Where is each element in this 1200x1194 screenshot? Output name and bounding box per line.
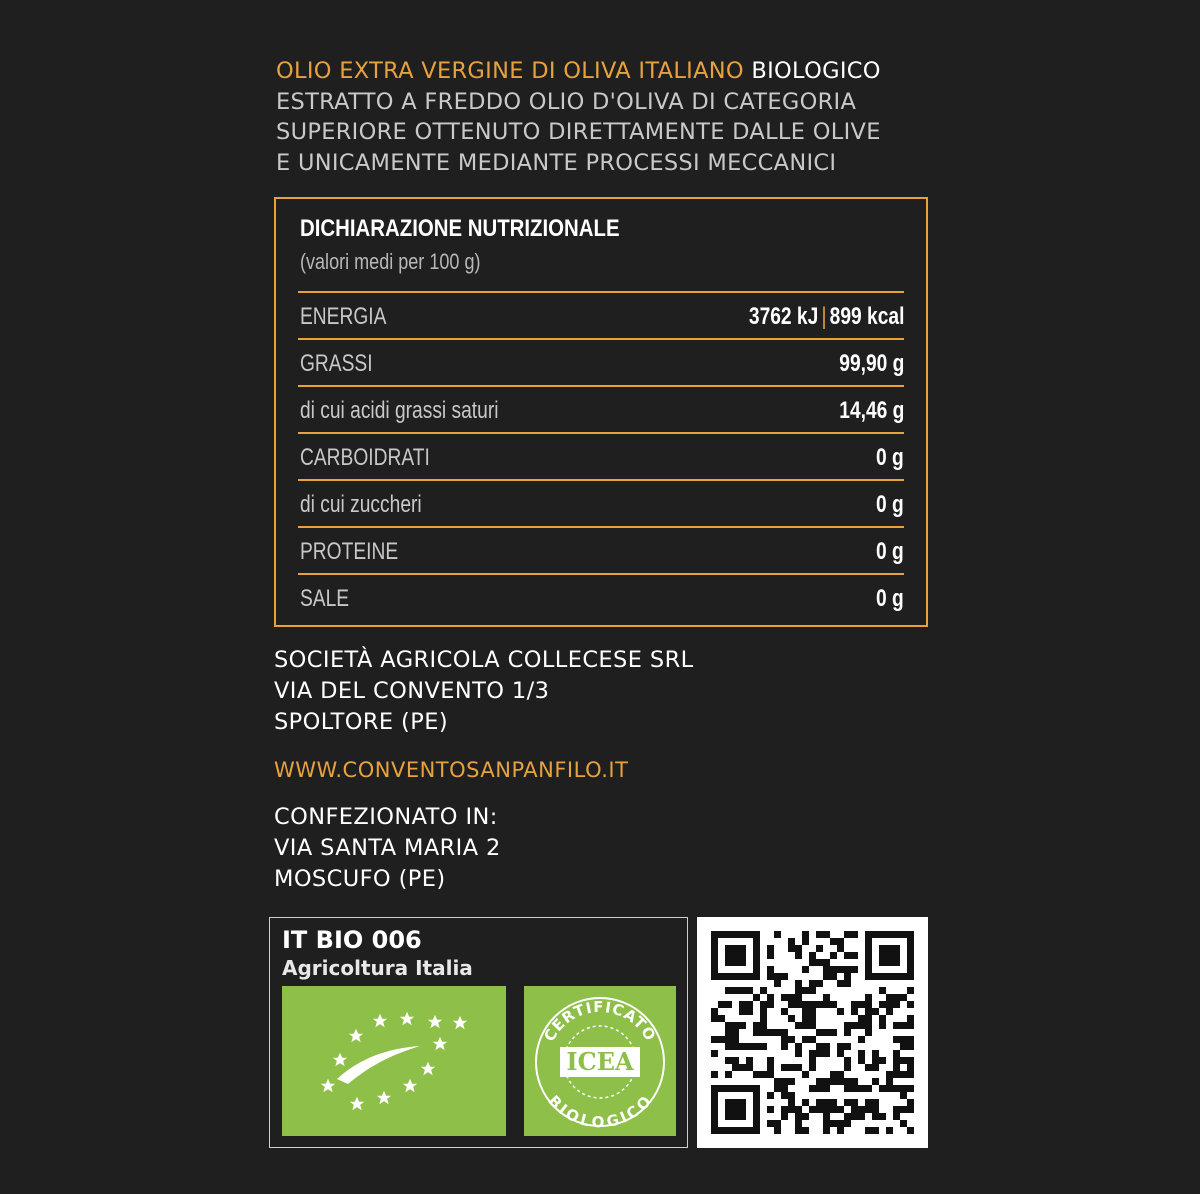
organic-certification [269, 917, 688, 1148]
nutrition-row [298, 479, 904, 526]
company-name: SOCIETÀ AGRICOLA COLLECESE SRL [274, 647, 694, 673]
product-title [276, 56, 936, 87]
svg-text:CERTIFICATO [540, 998, 660, 1045]
icea-mid-text: ICEA [566, 1047, 634, 1076]
nutrition-row-energy [298, 291, 904, 338]
packed-city: MOSCUFO (PE) [274, 866, 446, 892]
icea-certified-organic-icon [524, 986, 676, 1136]
nutrition-label: CARBOIDRATI [300, 444, 430, 471]
nutrition-row [298, 385, 904, 432]
nutrition-value: 0 g [876, 538, 904, 565]
nutrition-value: 14,46 g [838, 397, 904, 424]
qr-code[interactable] [697, 917, 928, 1148]
nutrition-value: 99,90 g [838, 350, 904, 377]
icea-seal-icon [524, 986, 676, 1136]
nutrition-row [298, 573, 904, 620]
energy-separator: | [821, 303, 827, 330]
qr-code-icon [697, 917, 928, 1148]
nutrition-label: di cui acidi grassi saturi [300, 397, 499, 424]
website-link[interactable]: WWW.CONVENTOSANPANFILO.IT [274, 758, 629, 782]
product-title-orange: OLIO EXTRA VERGINE DI OLIVA ITALIANO [276, 58, 744, 84]
nutrition-value: 0 g [876, 491, 904, 518]
company-address [274, 645, 694, 738]
packed-label: CONFEZIONATO IN: [274, 804, 498, 830]
packing-address [274, 802, 501, 895]
nutrition-label: PROTEINE [300, 538, 399, 565]
product-description [276, 56, 936, 178]
company-city: SPOLTORE (PE) [274, 709, 448, 735]
certification-code: IT BIO 006 [282, 926, 422, 954]
nutrition-value: 0 g [876, 444, 904, 471]
nutrition-value [748, 303, 904, 331]
nutrition-label: ENERGIA [300, 303, 387, 330]
nutrition-label: di cui zuccheri [300, 491, 422, 518]
icea-bottom-text: BIOLOGICO [544, 1091, 656, 1132]
nutrition-value: 0 g [876, 585, 904, 612]
nutrition-label: SALE [300, 585, 350, 612]
eu-leaf-stars-icon [282, 986, 506, 1136]
description-line-3: E UNICAMENTE MEDIANTE PROCESSI MECCANICI [276, 149, 837, 176]
energy-kj: 3762 kJ [748, 303, 818, 330]
packed-street: VIA SANTA MARIA 2 [274, 835, 501, 861]
nutrition-label: GRASSI [300, 350, 373, 377]
nutrition-row [298, 526, 904, 573]
icea-top-text: CERTIFICATO [540, 997, 660, 1045]
product-title-organic: BIOLOGICO [751, 58, 881, 84]
nutrition-row [298, 338, 904, 385]
description-line-1: ESTRATTO A FREDDO OLIO D'OLIVA DI CATEGORIA [276, 88, 857, 115]
nutrition-table [274, 197, 928, 627]
nutrition-subtitle: (valori medi per 100 g) [300, 249, 481, 274]
eu-organic-leaf-icon [282, 986, 506, 1136]
energy-kcal: 899 kcal [829, 303, 904, 330]
description-line-2: SUPERIORE OTTENUTO DIRETTAMENTE DALLE OLIVE [276, 119, 881, 145]
company-street: VIA DEL CONVENTO 1/3 [274, 678, 550, 704]
nutrition-title: DICHIARAZIONE NUTRIZIONALE [300, 215, 620, 242]
nutrition-row [298, 432, 904, 479]
certification-origin: Agricoltura Italia [282, 956, 473, 980]
